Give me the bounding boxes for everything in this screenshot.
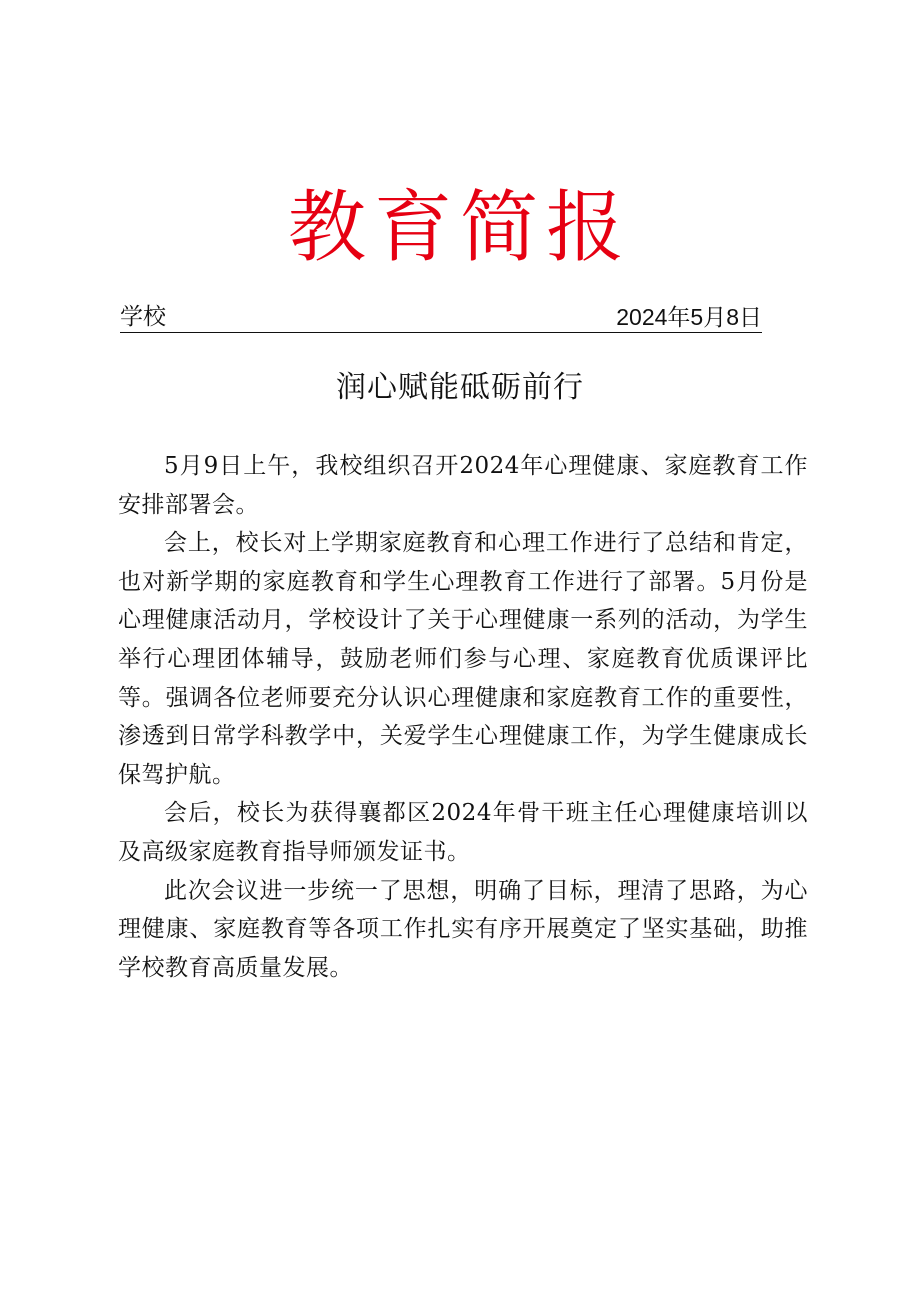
article-paragraph: 会上，校长对上学期家庭教育和心理工作进行了总结和肯定，也对新学期的家庭教育和学生心理教育工作进行了部署。5月份是心理健康活动月，学校设计了关于心理健康一系列的活动，为学生举行心理团体辅导，鼓励老师们参与心理、家庭教育优质课评比等。强调各位老师要充分认识心理健康和家庭教育工作的重要性，渗透到日常学科教学中，关爱学生心理健康工作，为学生健康成长保驾护航。 [118, 530, 808, 788]
newsletter-masthead: 教育简报 [287, 183, 632, 273]
info-line [120, 302, 762, 333]
school-label: 学校 [120, 304, 166, 330]
article-paragraph: 此次会议进一步统一了思想，明确了目标，理清了思路，为心理健康、家庭教育等各项工作扎实有序开展奠定了坚实基础，助推学校教育高质量发展。 [118, 877, 808, 981]
issue-date: 2024年5月8日 [616, 304, 762, 330]
article-body [118, 447, 808, 987]
article-title: 润心赋能砥砺前行 [336, 370, 584, 405]
article-paragraph: 会后，校长为获得襄都区2024年骨干班主任心理健康培训以及高级家庭教育指导师颁发证书。 [118, 800, 808, 865]
article-paragraph: 5月9日上午，我校组织召开2024年心理健康、家庭教育工作安排部署会。 [118, 453, 808, 518]
